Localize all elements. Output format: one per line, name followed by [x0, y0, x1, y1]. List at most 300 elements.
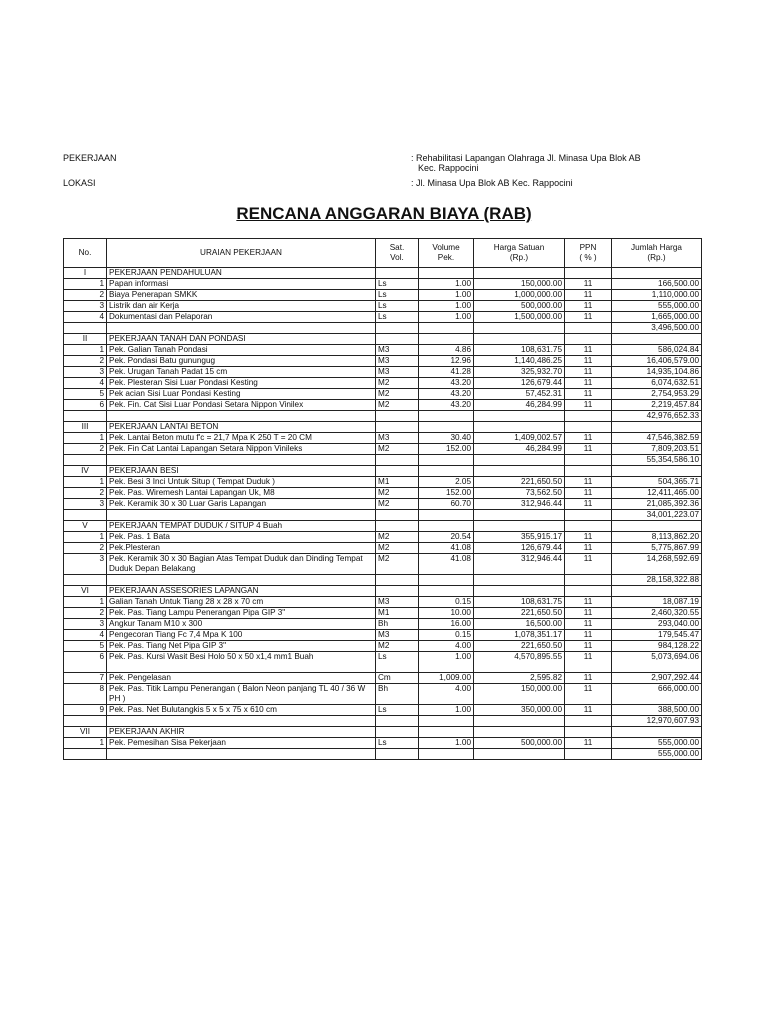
section-number: IV [64, 466, 107, 477]
empty-cell [419, 510, 474, 521]
section-subtotal: 34,001,223.07 [612, 510, 702, 521]
empty-cell [64, 575, 107, 586]
empty-cell [376, 323, 419, 334]
item-volume: 0.15 [419, 630, 474, 641]
item-description: Pek. Pas. Titik Lampu Penerangan ( Balon Neon panjang TL 40 / 36 W PH ) [107, 684, 376, 705]
item-ppn: 11 [565, 543, 612, 554]
table-row [64, 738, 702, 749]
lokasi-value: : Jl. Minasa Upa Blok AB Kec. Rappocini [411, 178, 573, 188]
item-description: Pek. Pas. Wiremesh Lantai Lapangan Uk, M8 [107, 488, 376, 499]
item-unit-price: 500,000.00 [474, 738, 565, 749]
item-ppn: 11 [565, 290, 612, 301]
empty-cell [612, 422, 702, 433]
item-unit: M2 [376, 444, 419, 455]
table-row [64, 619, 702, 630]
item-description: Pek. Pas. Tiang Net Pipa GIP 3" [107, 641, 376, 652]
item-volume: 43.20 [419, 400, 474, 411]
lokasi-label: LOKASI [63, 178, 96, 188]
empty-cell [376, 749, 419, 760]
item-ppn: 11 [565, 619, 612, 630]
table-row [64, 499, 702, 510]
empty-cell [565, 749, 612, 760]
item-unit: M2 [376, 532, 419, 543]
item-unit-price: 16,500.00 [474, 619, 565, 630]
section-number: I [64, 268, 107, 279]
empty-cell [565, 510, 612, 521]
item-volume: 1.00 [419, 290, 474, 301]
empty-cell [474, 521, 565, 532]
subtotal-row [64, 323, 702, 334]
empty-cell [376, 716, 419, 727]
item-unit-price: 57,452.31 [474, 389, 565, 400]
table-row [64, 543, 702, 554]
empty-cell [376, 268, 419, 279]
empty-cell [419, 268, 474, 279]
item-volume: 30.40 [419, 433, 474, 444]
empty-cell [565, 727, 612, 738]
item-ppn: 11 [565, 389, 612, 400]
item-number: 3 [64, 499, 107, 510]
section-row [64, 586, 702, 597]
pekerjaan-label: PEKERJAAN [63, 153, 117, 163]
section-row [64, 268, 702, 279]
item-number: 8 [64, 684, 107, 705]
empty-cell [376, 411, 419, 422]
item-number: 4 [64, 378, 107, 389]
empty-cell [565, 268, 612, 279]
empty-cell [419, 749, 474, 760]
empty-cell [107, 749, 376, 760]
item-unit-price: 325,932.70 [474, 367, 565, 378]
item-volume: 4.86 [419, 345, 474, 356]
empty-cell [612, 586, 702, 597]
item-total: 7,809,203.51 [612, 444, 702, 455]
item-number: 3 [64, 301, 107, 312]
empty-cell [419, 586, 474, 597]
document-title: RENCANA ANGGARAN BIAYA (RAB) [236, 204, 532, 223]
table-row [64, 608, 702, 619]
item-description: Papan informasi [107, 279, 376, 290]
empty-cell [474, 334, 565, 345]
item-number: 5 [64, 389, 107, 400]
empty-cell [376, 521, 419, 532]
table-row [64, 444, 702, 455]
item-ppn: 11 [565, 673, 612, 684]
item-total: 18,087.19 [612, 597, 702, 608]
item-unit-price: 1,500,000.00 [474, 312, 565, 323]
item-total: 555,000.00 [612, 301, 702, 312]
item-unit-price: 350,000.00 [474, 705, 565, 716]
item-ppn: 11 [565, 630, 612, 641]
item-unit: M2 [376, 378, 419, 389]
item-unit-price: 221,650.50 [474, 641, 565, 652]
item-ppn: 11 [565, 345, 612, 356]
item-unit-price: 1,409,002.57 [474, 433, 565, 444]
section-subtotal: 555,000.00 [612, 749, 702, 760]
section-subtotal: 3,496,500.00 [612, 323, 702, 334]
item-total: 179,545.47 [612, 630, 702, 641]
item-ppn: 11 [565, 356, 612, 367]
item-total: 666,000.00 [612, 684, 702, 705]
item-unit: M3 [376, 345, 419, 356]
empty-cell [474, 411, 565, 422]
item-volume: 1.00 [419, 279, 474, 290]
empty-cell [474, 455, 565, 466]
item-description: Pek. Lantai Beton mutu f'c = 21,7 Mpa K 250 T = 20 CM [107, 433, 376, 444]
item-unit: M2 [376, 488, 419, 499]
empty-cell [419, 411, 474, 422]
item-unit: M3 [376, 597, 419, 608]
empty-cell [107, 716, 376, 727]
item-unit: Ls [376, 738, 419, 749]
section-title: PEKERJAAN TANAH DAN PONDASI [107, 334, 376, 345]
item-unit-price: 221,650.50 [474, 477, 565, 488]
item-unit: Ls [376, 279, 419, 290]
table-row [64, 301, 702, 312]
table-row [64, 597, 702, 608]
table-row [64, 673, 702, 684]
item-unit: Ls [376, 705, 419, 716]
empty-cell [419, 455, 474, 466]
empty-cell [474, 323, 565, 334]
item-number: 1 [64, 279, 107, 290]
item-total: 586,024.84 [612, 345, 702, 356]
item-unit-price: 46,284.99 [474, 444, 565, 455]
empty-cell [612, 268, 702, 279]
section-title: PEKERJAAN TEMPAT DUDUK / SITUP 4 Buah [107, 521, 376, 532]
table-row [64, 532, 702, 543]
empty-cell [565, 521, 612, 532]
item-unit-price: 73,562.50 [474, 488, 565, 499]
table-row [64, 400, 702, 411]
item-unit: Cm [376, 673, 419, 684]
table-row [64, 290, 702, 301]
empty-cell [419, 727, 474, 738]
item-ppn: 11 [565, 499, 612, 510]
item-description: Pek.Plesteran [107, 543, 376, 554]
subtotal-row [64, 411, 702, 422]
item-unit-price: 4,570,895.55 [474, 652, 565, 673]
item-number: 1 [64, 738, 107, 749]
item-volume: 1.00 [419, 705, 474, 716]
item-unit-price: 46,284.99 [474, 400, 565, 411]
item-description: Pek. Pondasi Batu gunungug [107, 356, 376, 367]
empty-cell [612, 521, 702, 532]
item-ppn: 11 [565, 684, 612, 705]
section-title: PEKERJAAN BESI [107, 466, 376, 477]
item-ppn: 11 [565, 301, 612, 312]
item-unit: M1 [376, 477, 419, 488]
item-unit: Ls [376, 290, 419, 301]
item-volume: 20.54 [419, 532, 474, 543]
section-row [64, 466, 702, 477]
table-row [64, 312, 702, 323]
empty-cell [107, 323, 376, 334]
empty-cell [565, 586, 612, 597]
item-ppn: 11 [565, 608, 612, 619]
empty-cell [565, 466, 612, 477]
empty-cell [419, 334, 474, 345]
item-unit-price: 126,679.44 [474, 378, 565, 389]
item-description: Pek. Pengelasan [107, 673, 376, 684]
empty-cell [474, 466, 565, 477]
item-volume: 1,009.00 [419, 673, 474, 684]
header-volume: Volume Pek. [419, 239, 474, 268]
section-row [64, 521, 702, 532]
item-ppn: 11 [565, 652, 612, 673]
item-description: Pek. Galian Tanah Pondasi [107, 345, 376, 356]
subtotal-row [64, 455, 702, 466]
empty-cell [64, 323, 107, 334]
item-unit: M2 [376, 400, 419, 411]
table-row [64, 630, 702, 641]
subtotal-row [64, 749, 702, 760]
empty-cell [419, 575, 474, 586]
section-subtotal: 12,970,607.93 [612, 716, 702, 727]
empty-cell [474, 575, 565, 586]
empty-cell [64, 510, 107, 521]
empty-cell [107, 575, 376, 586]
item-unit: M3 [376, 630, 419, 641]
item-description: Listrik dan air Kerja [107, 301, 376, 312]
item-unit-price: 312,946.44 [474, 554, 565, 575]
item-ppn: 11 [565, 312, 612, 323]
item-number: 2 [64, 488, 107, 499]
item-unit: Bh [376, 684, 419, 705]
item-number: 3 [64, 619, 107, 630]
item-ppn: 11 [565, 554, 612, 575]
item-total: 1,110,000.00 [612, 290, 702, 301]
item-number: 9 [64, 705, 107, 716]
subtotal-row [64, 716, 702, 727]
table-row [64, 433, 702, 444]
section-row [64, 727, 702, 738]
table-row [64, 279, 702, 290]
empty-cell [419, 323, 474, 334]
item-volume: 4.00 [419, 684, 474, 705]
item-volume: 4.00 [419, 641, 474, 652]
item-ppn: 11 [565, 400, 612, 411]
item-description: Angkur Tanam M10 x 300 [107, 619, 376, 630]
item-unit-price: 1,078,351.17 [474, 630, 565, 641]
header-satuan: Sat. Vol. [376, 239, 419, 268]
item-total: 984,128.22 [612, 641, 702, 652]
empty-cell [64, 455, 107, 466]
item-number: 2 [64, 356, 107, 367]
rab-table [63, 238, 702, 760]
item-total: 2,219,457.84 [612, 400, 702, 411]
table-header-row [64, 239, 702, 268]
item-description: Pek. Besi 3 Inci Untuk Situp ( Tempat Duduk ) [107, 477, 376, 488]
item-unit-price: 1,140,486.25 [474, 356, 565, 367]
empty-cell [107, 411, 376, 422]
item-description: Pek. Keramik 30 x 30 Luar Garis Lapangan [107, 499, 376, 510]
item-volume: 60.70 [419, 499, 474, 510]
item-volume: 2.05 [419, 477, 474, 488]
table-row [64, 652, 702, 673]
empty-cell [474, 716, 565, 727]
item-unit-price: 108,631.75 [474, 345, 565, 356]
item-volume: 41.08 [419, 543, 474, 554]
section-number: VII [64, 727, 107, 738]
item-unit-price: 150,000.00 [474, 684, 565, 705]
item-total: 2,460,320.55 [612, 608, 702, 619]
section-subtotal: 42,976,652.33 [612, 411, 702, 422]
empty-cell [376, 466, 419, 477]
table-row [64, 488, 702, 499]
item-description: Pek. Pas. Tiang Lampu Penerangan Pipa GIP 3" [107, 608, 376, 619]
item-unit: M2 [376, 641, 419, 652]
item-unit: M2 [376, 543, 419, 554]
item-unit: Ls [376, 652, 419, 673]
empty-cell [419, 466, 474, 477]
item-volume: 1.00 [419, 738, 474, 749]
item-number: 5 [64, 641, 107, 652]
item-unit-price: 221,650.50 [474, 608, 565, 619]
item-total: 5,073,694.06 [612, 652, 702, 673]
empty-cell [376, 422, 419, 433]
item-number: 1 [64, 433, 107, 444]
item-description: Pek. Pemesihan Sisa Pekerjaan [107, 738, 376, 749]
section-row [64, 422, 702, 433]
item-total: 1,665,000.00 [612, 312, 702, 323]
empty-cell [565, 575, 612, 586]
empty-cell [376, 510, 419, 521]
item-ppn: 11 [565, 378, 612, 389]
item-description: Pek. Fin Cat Lantai Lapangan Setara Nippon Vinileks [107, 444, 376, 455]
empty-cell [419, 521, 474, 532]
item-number: 7 [64, 673, 107, 684]
empty-cell [376, 455, 419, 466]
item-unit-price: 2,595.82 [474, 673, 565, 684]
item-number: 2 [64, 290, 107, 301]
item-volume: 152.00 [419, 444, 474, 455]
empty-cell [376, 575, 419, 586]
table-row [64, 554, 702, 575]
table-row [64, 367, 702, 378]
item-volume: 12.96 [419, 356, 474, 367]
table-row [64, 641, 702, 652]
item-volume: 1.00 [419, 312, 474, 323]
item-volume: 43.20 [419, 378, 474, 389]
item-ppn: 11 [565, 738, 612, 749]
item-unit-price: 150,000.00 [474, 279, 565, 290]
header-jumlah-harga: Jumlah Harga (Rp.) [612, 239, 702, 268]
item-total: 293,040.00 [612, 619, 702, 630]
empty-cell [376, 334, 419, 345]
empty-cell [612, 727, 702, 738]
item-number: 1 [64, 597, 107, 608]
item-description: Galian Tanah Untuk Tiang 28 x 28 x 70 cm [107, 597, 376, 608]
item-volume: 152.00 [419, 488, 474, 499]
section-title: PEKERJAAN PENDAHULUAN [107, 268, 376, 279]
item-total: 2,907,292.44 [612, 673, 702, 684]
empty-cell [612, 466, 702, 477]
empty-cell [474, 727, 565, 738]
item-description: Pek. Urugan Tanah Padat 15 cm [107, 367, 376, 378]
item-volume: 1.00 [419, 652, 474, 673]
empty-cell [612, 334, 702, 345]
item-ppn: 11 [565, 444, 612, 455]
table-row [64, 378, 702, 389]
section-title: PEKERJAAN ASSESORIES LAPANGAN [107, 586, 376, 597]
empty-cell [376, 727, 419, 738]
item-ppn: 11 [565, 641, 612, 652]
empty-cell [474, 422, 565, 433]
item-volume: 41.08 [419, 554, 474, 575]
item-total: 5,775,867.99 [612, 543, 702, 554]
item-unit: M3 [376, 356, 419, 367]
item-unit: Ls [376, 312, 419, 323]
item-volume: 1.00 [419, 301, 474, 312]
item-description: Dokumentasi dan Pelaporan [107, 312, 376, 323]
section-number: VI [64, 586, 107, 597]
item-unit: M2 [376, 389, 419, 400]
item-total: 16,406,579.00 [612, 356, 702, 367]
item-total: 47,546,382.59 [612, 433, 702, 444]
pekerjaan-value: : Rehabilitasi Lapangan Olahraga Jl. Minasa Upa Blok AB [411, 153, 641, 163]
item-ppn: 11 [565, 433, 612, 444]
item-unit-price: 500,000.00 [474, 301, 565, 312]
item-unit-price: 126,679.44 [474, 543, 565, 554]
item-volume: 10.00 [419, 608, 474, 619]
empty-cell [474, 510, 565, 521]
item-total: 12,411,465.00 [612, 488, 702, 499]
empty-cell [565, 411, 612, 422]
item-total: 504,365.71 [612, 477, 702, 488]
item-unit: M2 [376, 499, 419, 510]
item-volume: 43.20 [419, 389, 474, 400]
subtotal-row [64, 510, 702, 521]
empty-cell [64, 716, 107, 727]
item-description: Pek. Fin. Cat Sisi Luar Pondasi Setara Nippon Vinilex [107, 400, 376, 411]
subtotal-row [64, 575, 702, 586]
item-ppn: 11 [565, 597, 612, 608]
item-description: Biaya Penerapan SMKK [107, 290, 376, 301]
item-number: 6 [64, 652, 107, 673]
item-number: 1 [64, 345, 107, 356]
item-number: 3 [64, 367, 107, 378]
item-unit: M3 [376, 433, 419, 444]
empty-cell [419, 422, 474, 433]
empty-cell [107, 510, 376, 521]
header-no: No. [64, 239, 107, 268]
table-row [64, 389, 702, 400]
section-number: V [64, 521, 107, 532]
table-row [64, 684, 702, 705]
header-ppn: PPN ( % ) [565, 239, 612, 268]
table-row [64, 356, 702, 367]
item-number: 2 [64, 608, 107, 619]
item-total: 6,074,632.51 [612, 378, 702, 389]
item-ppn: 11 [565, 488, 612, 499]
item-volume: 0.15 [419, 597, 474, 608]
empty-cell [565, 455, 612, 466]
header-harga-satuan: Harga Satuan (Rp.) [474, 239, 565, 268]
item-unit-price: 312,946.44 [474, 499, 565, 510]
item-description: Pengecoran Tiang Fc 7,4 Mpa K 100 [107, 630, 376, 641]
empty-cell [107, 455, 376, 466]
item-ppn: 11 [565, 705, 612, 716]
empty-cell [376, 586, 419, 597]
item-volume: 41.28 [419, 367, 474, 378]
item-number: 1 [64, 477, 107, 488]
item-total: 8,113,862.20 [612, 532, 702, 543]
item-unit: M1 [376, 608, 419, 619]
item-total: 166,500.00 [612, 279, 702, 290]
empty-cell [565, 422, 612, 433]
section-number: III [64, 422, 107, 433]
